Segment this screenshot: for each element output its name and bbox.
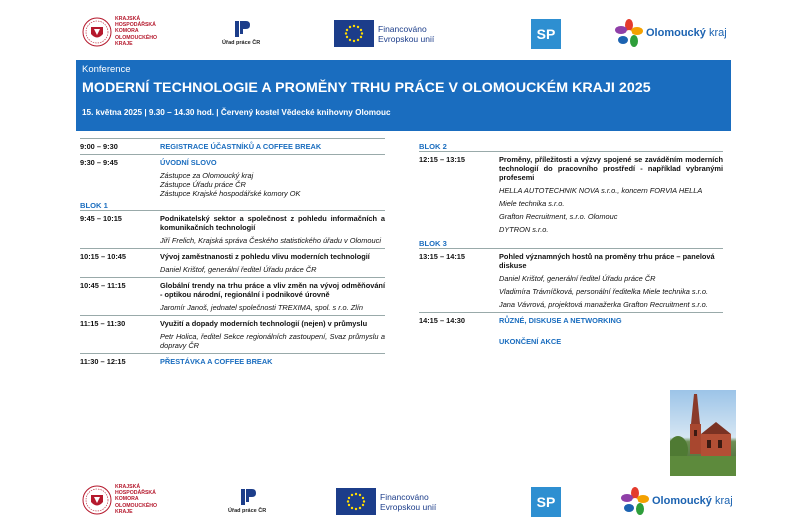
agenda-item-pause bbox=[80, 353, 385, 366]
bottom-logo-bar bbox=[0, 482, 789, 526]
red-church-image bbox=[670, 390, 736, 476]
item-time: 10:15 – 10:45 bbox=[80, 252, 127, 261]
item-time: 14:15 – 14:30 bbox=[419, 316, 466, 325]
block-2-heading: BLOK 2 bbox=[419, 142, 447, 151]
up-emblem-icon bbox=[231, 20, 251, 38]
item-title: RŮZNÉ, DISKUSE A NETWORKING bbox=[499, 316, 622, 325]
khk-logo-bottom bbox=[82, 484, 157, 515]
item-speaker: Petr Holica, ředitel Sekce regionálních zastoupení, Svaz průmyslu a dopravy ČR bbox=[160, 332, 385, 350]
block-1-heading: BLOK 1 bbox=[80, 201, 108, 210]
agenda-item-session-2 bbox=[80, 248, 385, 274]
khk-line-2: HOSPODÁŘSKÁ bbox=[115, 22, 156, 29]
banner-kind: Konference bbox=[82, 64, 131, 75]
item-title: Využití a dopady moderních technologií (nejen) v průmyslu bbox=[160, 319, 368, 328]
item-title: Pohled významných hostů na proměny trhu práce – panelová diskuse bbox=[499, 252, 715, 270]
eu-flag-icon bbox=[336, 488, 376, 515]
item-time: 9:00 – 9:30 bbox=[80, 142, 118, 151]
agenda-item-session-3 bbox=[80, 277, 385, 312]
khk-line-3: KOMORA bbox=[115, 496, 139, 503]
eu-line-1: Financováno bbox=[380, 491, 429, 502]
up-caption: Úřad práce ČR bbox=[228, 508, 267, 514]
company-1: HELLA AUTOTECHNIK NOVA s.r.o., koncern FORVIA HELLA bbox=[499, 186, 703, 195]
company-3: Grafton Recruitment, s.r.o. Olomouc bbox=[499, 212, 618, 221]
eu-line-2: Evropskou unií bbox=[380, 501, 437, 512]
eu-line-1: Financováno bbox=[378, 23, 427, 34]
panel-person-1: Daniel Krištof, generální ředitel Úřadu práce ČR bbox=[499, 274, 656, 283]
item-title: Vývoj zaměstnanosti z pohledu vlivu moderních technologií bbox=[160, 252, 370, 261]
up-logo bbox=[222, 20, 260, 46]
olomoucky-kraj-logo bbox=[614, 18, 727, 48]
khk-logo bbox=[82, 16, 157, 47]
khk-line-1: KRAJSKÁ bbox=[115, 16, 141, 22]
khk-line-5: KRAJE bbox=[115, 508, 133, 515]
agenda-item-session-5 bbox=[419, 151, 723, 234]
olk-name: Olomoucký bbox=[652, 495, 712, 507]
up-emblem-icon bbox=[237, 488, 257, 506]
item-time: 11:30 – 12:15 bbox=[80, 357, 126, 366]
agenda-item-session-4 bbox=[80, 315, 385, 350]
khk-line-4: OLOMOUCKÉHO bbox=[115, 34, 158, 41]
eu-line-2: Evropskou unií bbox=[378, 33, 435, 44]
agenda-item-session-1 bbox=[80, 210, 385, 245]
agenda-item-networking bbox=[419, 312, 723, 346]
company-2: Miele technika s.r.o. bbox=[499, 199, 565, 208]
khk-line-4: OLOMOUCKÉHO bbox=[115, 502, 158, 509]
block-3-heading: BLOK 3 bbox=[419, 239, 447, 248]
banner-info: 15. května 2025 | 9.30 – 14.30 hod. | Červený kostel Vědecké knihovny Olomouc bbox=[82, 108, 391, 117]
eu-flag-icon bbox=[334, 20, 374, 47]
agenda-item-intro bbox=[80, 154, 385, 198]
eu-logo-bottom bbox=[336, 488, 436, 515]
khk-emblem-icon bbox=[82, 17, 112, 47]
item-time: 11:15 – 11:30 bbox=[80, 319, 126, 328]
olomoucky-flower-icon bbox=[614, 18, 644, 48]
eu-logo bbox=[334, 20, 434, 47]
company-4: DYTRON s.r.o. bbox=[499, 225, 549, 234]
item-time: 9:45 – 10:15 bbox=[80, 214, 122, 223]
church-photo bbox=[670, 390, 736, 476]
banner-title: MODERNÍ TECHNOLOGIE A PROMĚNY TRHU PRÁCE V OLOMOUCKÉM KRAJI 2025 bbox=[82, 80, 651, 96]
conference-banner bbox=[76, 60, 731, 131]
sp-badge: SP bbox=[531, 19, 561, 49]
agenda-item-registration bbox=[80, 138, 385, 151]
up-caption: Úřad práce ČR bbox=[222, 40, 261, 46]
item-title: PŘESTÁVKA A COFFEE BREAK bbox=[160, 357, 273, 366]
item-title: Proměny, příležitosti a výzvy spojené se zaváděním moderních technologií do pracovního prostředí - například vybranými profesemi bbox=[499, 155, 723, 182]
intro-person-3: Zástupce Krajské hospodářské komory OK bbox=[160, 189, 301, 198]
item-title: ÚVODNÍ SLOVO bbox=[160, 158, 217, 167]
khk-line-2: HOSPODÁŘSKÁ bbox=[115, 490, 156, 497]
panel-person-3: Jana Vávrová, projektová manažerka Grafton Recruitment s.r.o. bbox=[499, 300, 708, 309]
olomoucky-kraj-logo-bottom bbox=[620, 486, 733, 516]
item-speaker: Jiří Frelich, Krajská správa Českého statistického úřadu v Olomouci bbox=[160, 236, 381, 245]
panel-person-2: Vladimíra Trávníčková, personální ředitelka Miele technika s.r.o. bbox=[499, 287, 709, 296]
item-title: Podnikatelský sektor a společnost z pohledu informačních a komunikačních technologií bbox=[160, 214, 385, 232]
item-time: 10:45 – 11:15 bbox=[80, 281, 126, 290]
item-title: REGISTRACE ÚČASTNÍKŮ A COFFEE BREAK bbox=[160, 142, 322, 151]
item-title: Globální trendy na trhu práce a vliv změn na vývoj odměňování - optikou národní, regionální i podnikové úrovně bbox=[160, 281, 385, 299]
khk-emblem-icon bbox=[82, 485, 112, 515]
closing-title: UKONČENÍ AKCE bbox=[499, 337, 562, 346]
intro-person-2: Zástupce Úřadu práce ČR bbox=[160, 180, 246, 189]
program-right-column bbox=[419, 138, 723, 346]
program-left-column bbox=[80, 138, 385, 366]
item-time: 13:15 – 14:15 bbox=[419, 252, 466, 261]
intro-person-1: Zástupce za Olomoucký kraj bbox=[160, 171, 254, 180]
sp-logo-bottom bbox=[531, 487, 561, 517]
sp-logo bbox=[531, 19, 561, 49]
sp-badge: SP bbox=[531, 487, 561, 517]
top-logo-bar bbox=[0, 14, 789, 58]
khk-line-3: KOMORA bbox=[115, 28, 139, 35]
khk-line-1: KRAJSKÁ bbox=[115, 484, 141, 490]
item-time: 12:15 – 13:15 bbox=[419, 155, 466, 164]
olk-suffix: kraj bbox=[708, 27, 727, 39]
olk-name: Olomoucký bbox=[646, 27, 706, 39]
olk-suffix: kraj bbox=[714, 495, 733, 507]
up-logo-bottom bbox=[228, 488, 266, 514]
khk-line-5: KRAJE bbox=[115, 40, 133, 47]
item-time: 9:30 – 9:45 bbox=[80, 158, 118, 167]
olomoucky-flower-icon bbox=[620, 486, 650, 516]
item-speaker: Jaromír Janoš, jednatel společnosti TREXIMA, spol. s r.o. Zlín bbox=[160, 303, 364, 312]
item-speaker: Daniel Krištof, generální ředitel Úřadu práce ČR bbox=[160, 265, 317, 274]
agenda-item-session-6 bbox=[419, 248, 723, 309]
